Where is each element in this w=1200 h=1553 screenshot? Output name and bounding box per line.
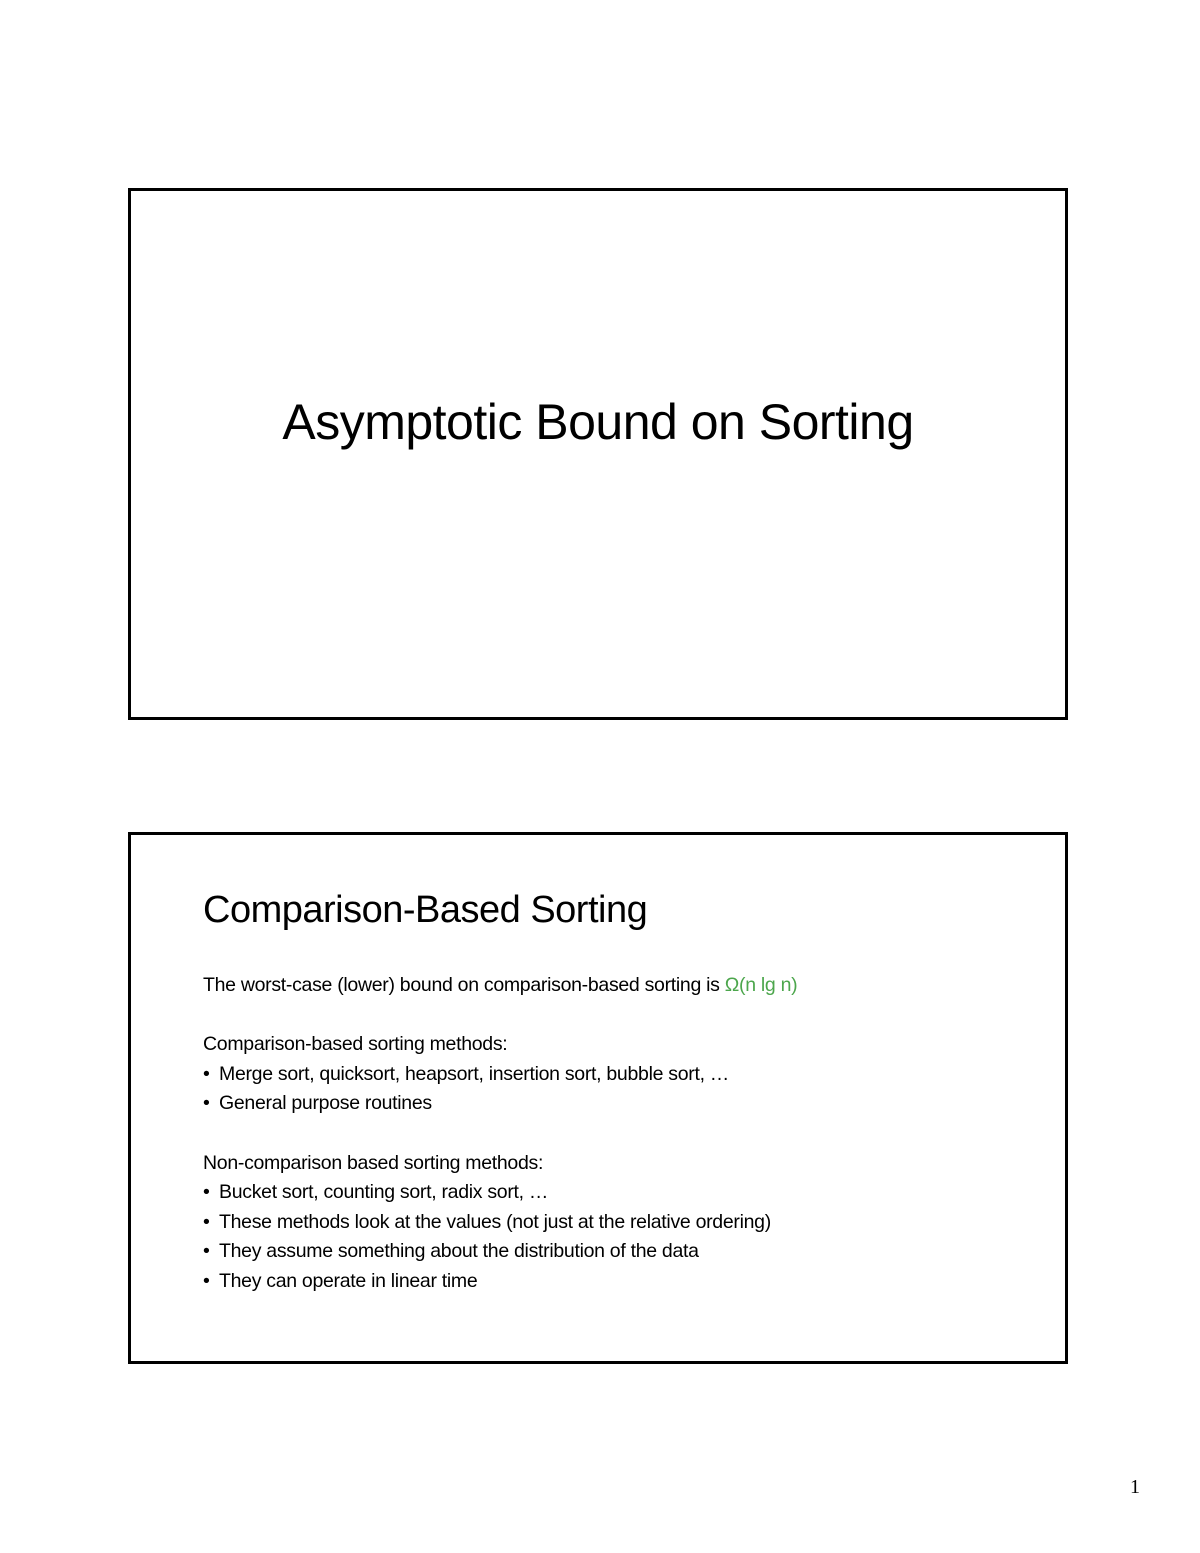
list-item-text: They can operate in linear time	[219, 1269, 478, 1292]
bound-statement-text: The worst-case (lower) bound on comparison-based sorting is	[203, 974, 725, 996]
slide-2	[128, 832, 1068, 1364]
slide-body	[203, 971, 797, 1297]
slide-heading: Comparison-Based Sorting	[203, 889, 648, 931]
list-item-text: They assume something about the distribution of the data	[219, 1240, 699, 1263]
list-item	[203, 1208, 797, 1238]
bullet-icon: •	[203, 1240, 210, 1263]
list-item-text: These methods look at the values (not just at the relative ordering)	[219, 1210, 771, 1233]
bullet-icon: •	[203, 1092, 210, 1115]
bound-statement	[203, 971, 797, 1001]
list-item-text: Merge sort, quicksort, heapsort, insertion sort, bubble sort, …	[219, 1062, 730, 1085]
bullet-icon: •	[203, 1210, 210, 1233]
slide-1	[128, 188, 1068, 720]
noncomparison-methods-label: Non-comparison based sorting methods:	[203, 1151, 544, 1174]
bound-value: Ω(n lg n)	[724, 974, 798, 996]
list-item-text: General purpose routines	[219, 1092, 432, 1115]
bullet-icon: •	[203, 1181, 210, 1204]
list-item	[203, 1089, 797, 1119]
bullet-icon: •	[203, 1062, 210, 1085]
list-item	[203, 1267, 797, 1297]
list-item	[203, 1237, 797, 1267]
list-item-text: Bucket sort, counting sort, radix sort, …	[219, 1181, 549, 1204]
comparison-methods-label: Comparison-based sorting methods:	[203, 1033, 508, 1056]
list-item	[203, 1060, 797, 1090]
slide-title: Asymptotic Bound on Sorting	[282, 394, 914, 450]
page-number: 1	[1130, 1476, 1140, 1498]
bullet-icon: •	[203, 1269, 210, 1292]
list-item	[203, 1178, 797, 1208]
